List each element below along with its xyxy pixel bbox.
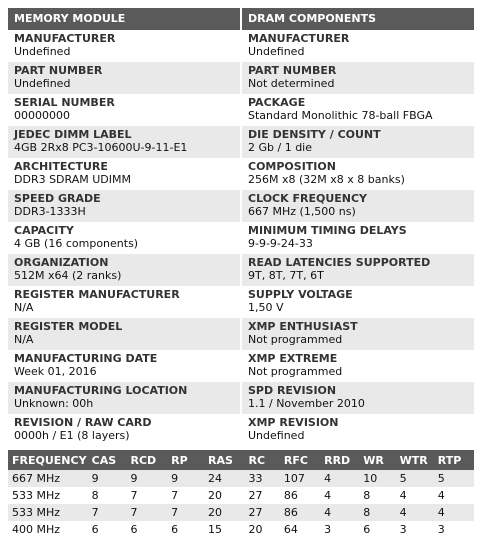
dram-components-cell [242,190,474,222]
spd-report [8,8,474,538]
timing-cell: 86 [283,489,298,502]
field-value: 0000h / E1 (8 layers) [14,429,130,442]
field-value: 4 GB (16 components) [14,237,139,250]
timing-cell: 4 [320,504,359,521]
field-value: 1,50 V [248,301,284,314]
timing-cell: 7 [130,489,138,502]
dram-components-cell [242,286,474,318]
field-value: 9T, 8T, 7T, 6T [248,269,324,282]
field-value: 256M x8 (32M x8 x 8 banks) [248,173,405,186]
timing-cell: 533 MHz [8,504,88,521]
spec-row [8,94,474,126]
timing-cell: 8 [359,504,395,521]
memory-module-cell [8,318,240,350]
field-label: READ LATENCIES SUPPORTED [248,256,431,269]
timing-column-header: RP [167,450,204,470]
field-label: MINIMUM TIMING DELAYS [248,224,407,237]
field-label: MANUFACTURING LOCATION [14,384,188,397]
timing-cell: 7 [126,504,167,521]
memory-module-cell [8,190,240,222]
field-value: Undefined [14,77,71,90]
memory-module-cell [8,30,240,62]
field-value: Week 01, 2016 [14,365,97,378]
field-label: CLOCK FREQUENCY [248,192,368,205]
timing-cell: 107 [280,470,320,487]
spec-row [8,158,474,190]
field-label: SERIAL NUMBER [14,96,115,109]
timing-cell: 10 [359,470,395,487]
field-value: Undefined [248,429,305,442]
spec-row [8,286,474,318]
timing-row [8,487,474,504]
timing-cell: 9 [126,470,167,487]
field-value: N/A [14,333,34,346]
spec-row [8,414,474,446]
spec-row [8,126,474,158]
timing-cell: 6 [171,523,179,536]
field-value: DDR3 SDRAM UDIMM [14,173,131,186]
timing-cell: 4 [434,504,474,521]
field-value: 667 MHz (1,500 ns) [248,205,356,218]
field-label: CAPACITY [14,224,74,237]
field-label: REGISTER MODEL [14,320,123,333]
timing-cell: 3 [399,523,407,536]
field-value: Not determined [248,77,335,90]
field-value: Standard Monolithic 78-ball FBGA [248,109,433,122]
field-value: 00000000 [14,109,70,122]
spec-row [8,190,474,222]
timing-header-row [8,450,474,470]
memory-module-cell [8,254,240,286]
field-label: ORGANIZATION [14,256,109,269]
timing-cell: 6 [363,523,371,536]
timing-cell: 7 [88,504,127,521]
timing-cell: 5 [434,470,474,487]
timing-column-header: CAS [88,450,127,470]
field-label: MANUFACTURING DATE [14,352,158,365]
field-label: REVISION / RAW CARD [14,416,152,429]
field-value: Undefined [248,45,305,58]
memory-module-cell [8,286,240,318]
memory-module-cell [8,382,240,414]
dram-components-cell [242,350,474,382]
field-label: PART NUMBER [248,64,337,77]
timing-cell: 64 [283,523,298,536]
timing-cell: 667 MHz [8,470,88,487]
timing-cell: 4 [437,489,445,502]
timing-table [8,450,474,538]
timing-cell: 86 [280,504,320,521]
spec-row [8,254,474,286]
memory-module-cell [8,62,240,94]
field-value: Not programmed [248,333,343,346]
dram-components-cell [242,382,474,414]
field-label: MANUFACTURER [14,32,116,45]
timing-cell: 6 [130,523,138,536]
memory-module-cell [8,414,240,446]
timing-cell: 6 [91,523,99,536]
field-label: DIE DENSITY / COUNT [248,128,381,141]
field-label: XMP REVISION [248,416,339,429]
spec-row [8,350,474,382]
field-value: DDR3-1333H [14,205,86,218]
timing-cell: 4 [396,504,434,521]
timing-cell: 20 [248,523,263,536]
timing-cell: 5 [396,470,434,487]
field-label: PART NUMBER [14,64,103,77]
timing-column-header: FREQUENCY [8,450,88,470]
field-label: MANUFACTURER [248,32,350,45]
memory-module-cell [8,94,240,126]
field-label: SPEED GRADE [14,192,101,205]
field-value: Undefined [14,45,71,58]
timing-column-header: WTR [396,450,434,470]
spec-row [8,382,474,414]
dram-components-cell [242,414,474,446]
timing-cell: 8 [91,489,99,502]
timing-cell: 20 [204,504,244,521]
dram-components-cell [242,126,474,158]
field-value: 9-9-9-24-33 [248,237,313,250]
timing-column-header: RCD [126,450,167,470]
memory-module-header: MEMORY MODULE [8,8,240,30]
field-value: 2 Gb / 1 die [248,141,313,154]
field-label: XMP EXTREME [248,352,338,365]
timing-cell: 24 [204,470,244,487]
field-value: Unknown: 00h [14,397,94,410]
spec-grid [8,30,474,446]
timing-cell: 9 [167,470,204,487]
dram-components-cell [242,62,474,94]
timing-column-header: WR [359,450,395,470]
dram-components-cell [242,254,474,286]
field-label: XMP ENTHUSIAST [248,320,358,333]
dram-components-cell [242,222,474,254]
field-label: SUPPLY VOLTAGE [248,288,353,301]
timing-cell: 27 [248,489,263,502]
spec-row [8,62,474,94]
field-label: JEDEC DIMM LABEL [14,128,132,141]
spec-row [8,30,474,62]
dram-components-cell [242,30,474,62]
timing-cell: 7 [167,504,204,521]
memory-module-cell [8,350,240,382]
timing-cell: 7 [171,489,179,502]
timing-row [8,504,474,521]
timing-cell: 4 [320,470,359,487]
spec-row [8,222,474,254]
dram-components-cell [242,158,474,190]
timing-cell: 15 [208,523,223,536]
field-value: 1.1 / November 2010 [248,397,365,410]
field-label: COMPOSITION [248,160,336,173]
timing-cell: 3 [437,523,445,536]
dram-components-cell [242,94,474,126]
spec-row [8,318,474,350]
timing-column-header: RRD [320,450,359,470]
memory-module-cell [8,222,240,254]
timing-cell: 3 [324,523,332,536]
field-value: N/A [14,301,34,314]
field-label: SPD REVISION [248,384,337,397]
timing-column-header: RFC [280,450,320,470]
field-label: ARCHITECTURE [14,160,108,173]
timing-cell: 20 [208,489,223,502]
timing-column-header: RTP [434,450,474,470]
timing-row [8,470,474,487]
timing-cell: 400 MHz [12,523,61,536]
timing-cell: 9 [88,470,127,487]
memory-module-cell [8,126,240,158]
timing-column-header: RC [244,450,279,470]
field-value: 4GB 2Rx8 PC3-10600U-9-11-E1 [14,141,188,154]
timing-cell: 533 MHz [12,489,61,502]
field-value: 512M x64 (2 ranks) [14,269,122,282]
section-header-row [8,8,474,30]
timing-cell: 8 [363,489,371,502]
timing-cell: 4 [324,489,332,502]
field-label: REGISTER MANUFACTURER [14,288,180,301]
dram-components-header: DRAM COMPONENTS [242,8,474,30]
memory-module-cell [8,158,240,190]
field-label: PACKAGE [248,96,306,109]
dram-components-cell [242,318,474,350]
timing-cell: 33 [244,470,279,487]
timing-cell: 4 [399,489,407,502]
timing-column-header: RAS [204,450,244,470]
field-value: Not programmed [248,365,343,378]
timing-row [8,521,474,538]
timing-cell: 27 [244,504,279,521]
